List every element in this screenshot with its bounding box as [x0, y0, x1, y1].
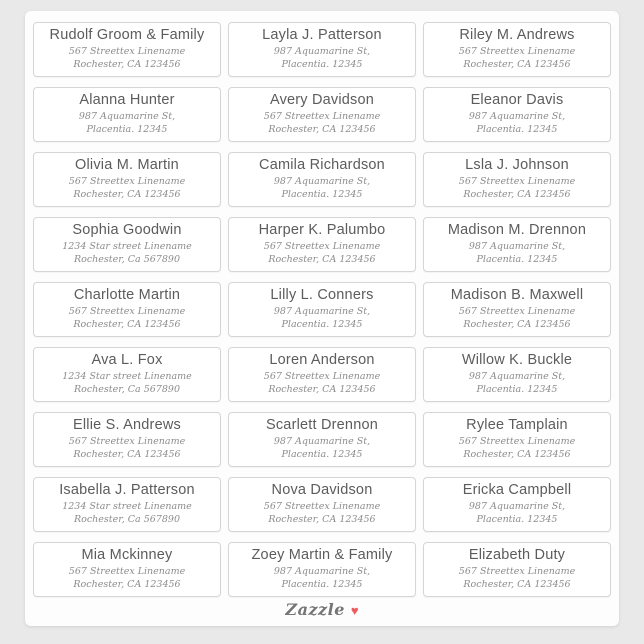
recipient-name: Isabella J. Patterson — [59, 482, 195, 499]
recipient-name: Rudolf Groom & Family — [49, 27, 205, 44]
address-line-2: Rochester, CA 123456 — [463, 578, 571, 590]
address-line-1: 1234 Star street Linename — [62, 241, 192, 253]
recipient-name: Nova Davidson — [271, 482, 373, 499]
address-line-2: Rochester, CA 123456 — [268, 123, 376, 135]
address-line-2: Placentia. 12345 — [281, 578, 363, 590]
address-line-2: Rochester, CA 123456 — [73, 188, 181, 200]
address-line-1: 987 Aquamarine St, — [273, 566, 371, 578]
label-grid — [25, 11, 619, 597]
brand-footer — [25, 597, 619, 626]
address-label — [423, 87, 611, 142]
address-label — [33, 412, 221, 467]
address-line-1: 567 Streettex Linename — [263, 111, 381, 123]
address-line-1: 567 Streettex Linename — [68, 176, 186, 188]
recipient-name: Harper K. Palumbo — [258, 222, 386, 239]
recipient-name: Layla J. Patterson — [262, 27, 382, 44]
address-line-2: Rochester, CA 123456 — [463, 188, 571, 200]
address-line-2: Placentia. 12345 — [86, 123, 168, 135]
recipient-name: Zoey Martin & Family — [251, 547, 393, 564]
address-line-1: 567 Streettex Linename — [458, 46, 576, 58]
address-line-1: 987 Aquamarine St, — [468, 371, 566, 383]
recipient-name: Loren Anderson — [269, 352, 375, 369]
address-line-1: 567 Streettex Linename — [68, 306, 186, 318]
recipient-name: Madison M. Drennon — [447, 222, 587, 239]
address-line-1: 567 Streettex Linename — [68, 436, 186, 448]
address-label — [423, 477, 611, 532]
recipient-name: Camila Richardson — [259, 157, 385, 174]
address-line-2: Rochester, Ca 567890 — [73, 513, 180, 525]
recipient-name: Ava L. Fox — [91, 352, 163, 369]
recipient-name: Sophia Goodwin — [72, 222, 182, 239]
address-line-2: Rochester, CA 123456 — [73, 448, 181, 460]
recipient-name: Olivia M. Martin — [75, 157, 179, 174]
address-line-2: Rochester, CA 123456 — [463, 318, 571, 330]
address-line-2: Placentia. 12345 — [476, 253, 558, 265]
address-line-1: 987 Aquamarine St, — [273, 306, 371, 318]
address-label — [228, 282, 416, 337]
address-label — [228, 477, 416, 532]
zazzle-wordmark: Zazzle — [285, 600, 345, 619]
address-line-2: Rochester, CA 123456 — [268, 513, 376, 525]
address-label — [423, 22, 611, 77]
address-line-2: Rochester, CA 123456 — [463, 58, 571, 70]
address-label — [33, 542, 221, 597]
recipient-name: Elizabeth Duty — [468, 547, 566, 564]
address-label — [228, 347, 416, 402]
recipient-name: Lsla J. Johnson — [465, 157, 569, 174]
recipient-name: Avery Davidson — [269, 92, 375, 109]
address-label — [423, 217, 611, 272]
heart-icon: ♥ — [350, 603, 359, 618]
address-line-1: 987 Aquamarine St, — [78, 111, 176, 123]
address-label — [33, 87, 221, 142]
address-line-2: Rochester, CA 123456 — [73, 318, 181, 330]
address-label — [228, 542, 416, 597]
address-line-2: Placentia. 12345 — [281, 318, 363, 330]
address-line-1: 567 Streettex Linename — [263, 241, 381, 253]
address-label — [33, 152, 221, 207]
address-label — [33, 217, 221, 272]
address-line-2: Placentia. 12345 — [476, 123, 558, 135]
address-label — [228, 87, 416, 142]
address-label — [33, 347, 221, 402]
recipient-name: Riley M. Andrews — [459, 27, 575, 44]
address-line-1: 987 Aquamarine St, — [273, 46, 371, 58]
recipient-name: Lilly L. Conners — [270, 287, 374, 304]
address-label — [423, 152, 611, 207]
address-line-2: Placentia. 12345 — [281, 58, 363, 70]
address-line-1: 567 Streettex Linename — [458, 176, 576, 188]
address-line-2: Rochester, CA 123456 — [73, 578, 181, 590]
address-line-2: Rochester, CA 123456 — [268, 253, 376, 265]
recipient-name: Willow K. Buckle — [461, 352, 573, 369]
address-label — [228, 152, 416, 207]
address-label — [228, 22, 416, 77]
address-line-2: Rochester, Ca 567890 — [73, 383, 180, 395]
address-line-1: 567 Streettex Linename — [68, 46, 186, 58]
address-line-1: 1234 Star street Linename — [62, 501, 192, 513]
address-line-1: 987 Aquamarine St, — [468, 501, 566, 513]
address-line-1: 1234 Star street Linename — [62, 371, 192, 383]
recipient-name: Eleanor Davis — [470, 92, 564, 109]
address-label — [33, 282, 221, 337]
address-line-2: Rochester, Ca 567890 — [73, 253, 180, 265]
label-sheet — [25, 11, 619, 626]
address-label — [423, 347, 611, 402]
address-label — [33, 477, 221, 532]
address-line-2: Placentia. 12345 — [476, 513, 558, 525]
address-line-2: Placentia. 12345 — [281, 448, 363, 460]
address-label — [423, 412, 611, 467]
address-line-1: 567 Streettex Linename — [458, 436, 576, 448]
address-line-1: 567 Streettex Linename — [68, 566, 186, 578]
address-line-1: 567 Streettex Linename — [263, 371, 381, 383]
address-line-1: 987 Aquamarine St, — [273, 176, 371, 188]
address-line-1: 567 Streettex Linename — [458, 566, 576, 578]
address-line-2: Rochester, CA 123456 — [73, 58, 181, 70]
address-line-1: 567 Streettex Linename — [458, 306, 576, 318]
address-line-2: Rochester, CA 123456 — [463, 448, 571, 460]
address-line-2: Placentia. 12345 — [476, 383, 558, 395]
address-line-2: Placentia. 12345 — [281, 188, 363, 200]
address-line-1: 987 Aquamarine St, — [468, 241, 566, 253]
recipient-name: Mia Mckinney — [81, 547, 173, 564]
recipient-name: Ericka Campbell — [462, 482, 572, 499]
recipient-name: Madison B. Maxwell — [450, 287, 584, 304]
recipient-name: Ellie S. Andrews — [73, 417, 181, 434]
address-line-1: 567 Streettex Linename — [263, 501, 381, 513]
recipient-name: Scarlett Drennon — [265, 417, 378, 434]
address-line-2: Rochester, CA 123456 — [268, 383, 376, 395]
recipient-name: Rylee Tamplain — [466, 417, 568, 434]
address-label — [228, 412, 416, 467]
address-label — [33, 22, 221, 77]
address-line-1: 987 Aquamarine St, — [273, 436, 371, 448]
address-line-1: 987 Aquamarine St, — [468, 111, 566, 123]
recipient-name: Alanna Hunter — [79, 92, 175, 109]
recipient-name: Charlotte Martin — [73, 287, 181, 304]
address-label — [423, 282, 611, 337]
address-label — [423, 542, 611, 597]
address-label — [228, 217, 416, 272]
